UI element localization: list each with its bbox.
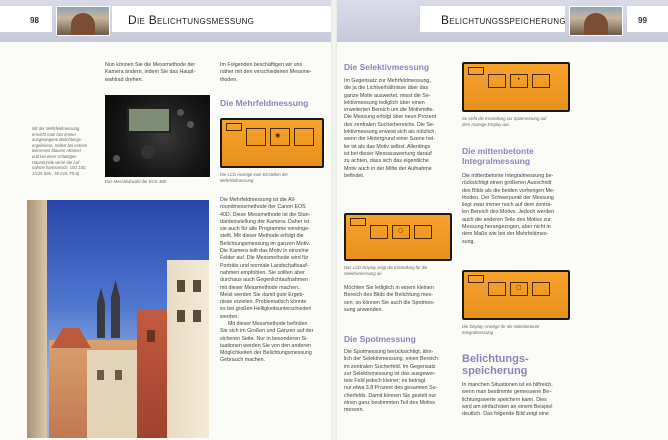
camera-photo-caption: Das Messfeldrwahl der EOS 40D [105,179,167,184]
spot-text: Die Spotmessung berücksichtigt, ähn- lich der Selektivmessung, einen Bereich im zentralen Sucherfeld. Im Gegensatz zur Selektivmessung ist das ausgewer- tete Feld jedoch kleiner; es beträgt nur etwa 3,8 Prozent des gesamten Su- cherfelds. Damit können Sie gezielt nur einen ganz bestimmten Teil des Motivs messen. [344,349,438,414]
selektiv-text: Im Gegensatz zur Mehrfeldmessung, die ja die Lichtverhältnisse über das ganze Motiv auswertet, misst die Se- lektivmessung lediglich über einen erweiterten Bereich um die Motivmitte. Die Messung erfolgt über neun Prozent des zentralen Sucherbereichs. Die Se- lektivmessung erweist sich als nützlich, wenn der Hintergrund einer Szene hel- ler ist als das Motiv selbst. Allerdings ist bei dieser Messauswertung darauf zu achten, dass sich das eigentliche Motiv auch in der Mitte der Aufnahme befindet. [344,78,437,179]
selektiv-heading: Die Selektivmessung [344,62,430,72]
selektiv-text-2: Möchten Sie lediglich in einem kleinen Bereich des Bilds die Belichtung mes- sen, so können Sie auch die Spotmes- sung anwenden. [344,285,435,313]
mittenbetont-text: Die mittenbetonte Integralmessung be- rücksichtigt einen größeren Ausschnitt des Bilds als die beiden vorherigen Me- thoden. Der Schwerpunkt der Messung liegt zwar immer noch auf dem zentra- len Bereich des Motivs. Jedoch werden auch die anderen Teile des Motivs zur Messung herangezogen, aber nicht in dem Maße wie bei der Mehrfeldmes- sung. [462,173,555,245]
speicherung-text: In manchen Situationen ist es hilfreich, wenn man bestimmte gemessene Be- lichtungswerte speichern kann. Dies wird am einfachsten an einem Beispiel deutlich. Das folgende Bild zeigt eine [462,382,553,418]
right-header-thumbnail [569,6,623,36]
mehrfeld-heading: Die Mehrfeldmessung [220,98,309,108]
left-page-number: 98 [30,16,39,25]
left-page-title: Die Belichtungsmessung [128,13,255,27]
lcd-mittenbetont-caption: Die Display-Anzeige für die mittenbetonte Integralmessung [462,324,540,335]
left-page-number-tab [0,6,52,32]
mehrfeld-text: Die Mehrfeldmessung ist die All- roundmessmethode der Canon EOS 40D. Diese Messmethode ist die Stan- dardeinstellung der Kamera. Daher ist sie auch für alle Programme voreinge- stellt. Mit dieser Methode erfolgt die Belichtungsmessung im ganzen Motiv. Die Kamera teilt das Motiv in einzelne Felder auf. Die Messmethode wird für Porträts und normale Landschaftsauf- nahmen empfohlen. Sie sollten aber durchaus auch Gegenlichtaufnahmen mit dieser Messmethode machen. Meist werden Sie damit gute Ergeb- nisse erzielen. Problematisch könnte es bei großen Helligkeitsunterschieden werden. [220,197,312,320]
right-page-number-tab [627,6,668,32]
right-page-number: 99 [638,16,647,25]
intro-text: Nun können Sie die Messmethode der Kamera ändern, indem Sie das Haupt- wahlrad drehen. [105,62,196,83]
lcd-spot-caption: So sieht die Einstellung zur Spotmessung auf dem Anzeige-Display aus [462,116,547,127]
book-gutter [331,0,337,440]
city-photo [27,200,209,438]
camera-photo [105,95,210,177]
mehrfeld-text-2: Mit dieser Messmethode befinden Sie sich im Großen und Ganzen auf der sicheren Seite. Nur in besonderen Si- tuationen werden Sie von den anderen Möglichkeiten der Belichtungsmessung Gebrauch machen. [220,321,314,364]
lcd-mehrfeld-caption: Die LCD-Anzeige zum Einstellen der Mehrfeldmessung [220,172,288,183]
column-intro-text: Im Folgenden beschäftigen wir uns näher mit den verschiedenen Messme- thoden. [220,62,312,83]
lcd-mehrfeld-display: ◉ [220,118,324,168]
mittenbetont-heading: Die mittenbetonte Integralmessung [462,146,534,166]
left-header-thumbnail [56,6,110,36]
lcd-spot-display: • [462,62,570,112]
spot-heading: Die Spotmessung [344,334,416,344]
speicherung-heading: Belichtungs- speicherung [462,353,529,377]
right-page-title: Belichtungsspeicherung [441,13,566,27]
city-photo-caption: Mit der Mehrfeldmessung erreicht man fast immer ausgewogene Belichtungs- ergebnisse. Selbst bei extrem leteresem blauem Himmel und bei einer schattigen Häuserzeile wirrie die Auf- nahme harmonisch. ISO 100, 1/125 Sek., 50 mm, F5,6) [32,126,88,176]
lcd-selektiv-caption: Das LCD-Display zeigt die Einstellung für die Selektivmessung an [344,265,428,276]
lcd-selektiv-display: ○ [344,213,452,261]
lcd-mittenbetont-display: ▢ [462,270,570,320]
